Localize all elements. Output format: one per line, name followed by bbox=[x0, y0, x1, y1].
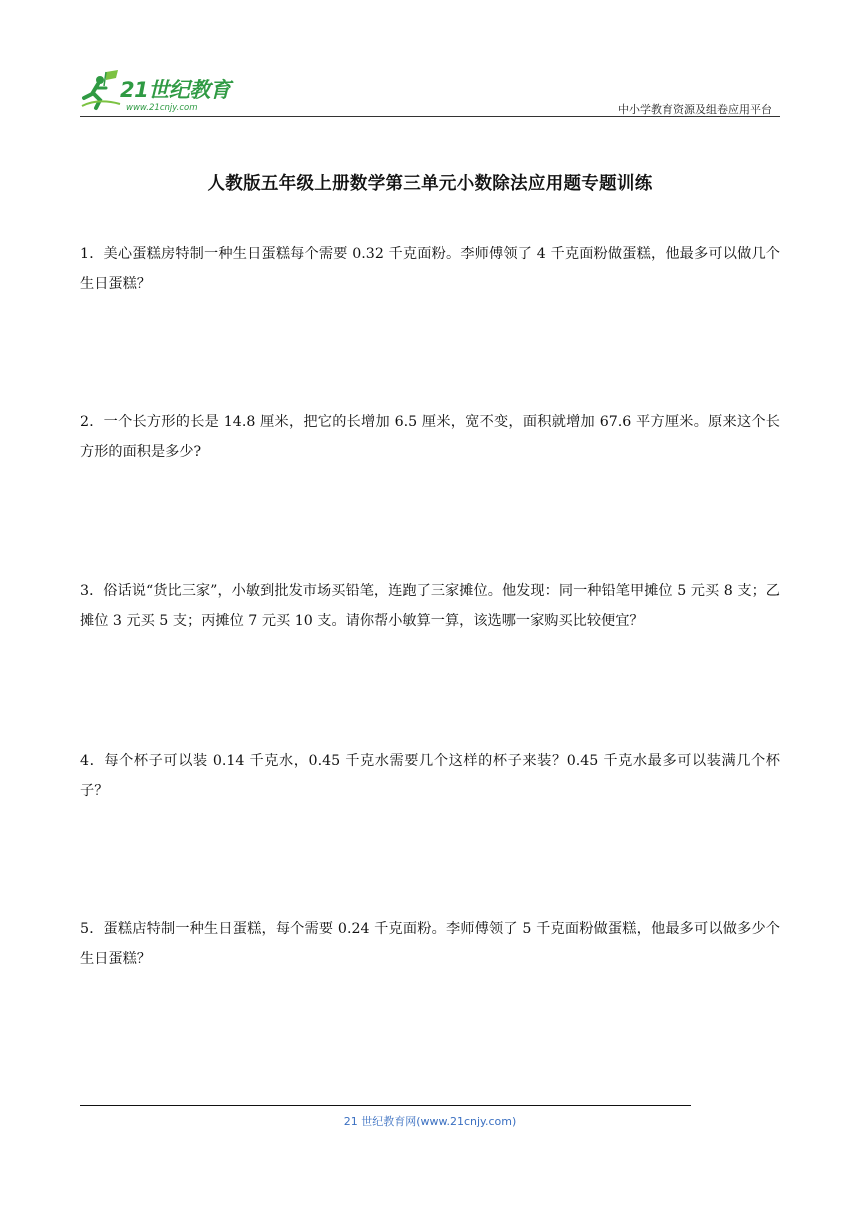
logo-text: 21世纪教育 bbox=[120, 78, 231, 102]
page-title: 人教版五年级上册数学第三单元小数除法应用题专题训练 bbox=[207, 174, 653, 194]
question-3: 3．俗话说“货比三家”，小敏到批发市场买铅笔，连跑了三家摊位。他发现：同一种铅笔甲摊位 5 元买 8 支；乙摊位 3 元买 5 支；丙摊位 7 元买 10 支。请你帮小敏算一算，该选哪一家购买比较便宜？ bbox=[80, 583, 780, 629]
footer-divider bbox=[80, 1105, 691, 1106]
footer-link[interactable]: 21 世纪教育网(www.21cnjy.com) bbox=[343, 1115, 517, 1128]
question-4: 4．每个杯子可以装 0.14 千克水，0.45 千克水需要几个这样的杯子来装？0.45 千克水最多可以装满几个杯子？ bbox=[80, 753, 780, 799]
page-header bbox=[80, 66, 780, 116]
logo-url: www.21cnjy.com bbox=[126, 103, 198, 113]
question-1: 1．美心蛋糕房特制一种生日蛋糕每个需要 0.32 千克面粉。李师傅领了 4 千克面粉做蛋糕，他最多可以做几个生日蛋糕？ bbox=[80, 246, 780, 292]
platform-label: 中小学教育资源及组卷应用平台 bbox=[618, 103, 772, 116]
runner-logo-icon bbox=[80, 68, 124, 112]
site-logo bbox=[80, 66, 255, 116]
question-2: 2．一个长方形的长是 14.8 厘米，把它的长增加 6.5 厘米，宽不变，面积就增加 67.6 平方厘米。原来这个长方形的面积是多少? bbox=[80, 414, 780, 460]
header-divider bbox=[80, 116, 780, 117]
question-5: 5．蛋糕店特制一种生日蛋糕，每个需要 0.24 千克面粉。李师傅领了 5 千克面粉做蛋糕，他最多可以做多少个生日蛋糕？ bbox=[80, 921, 780, 967]
